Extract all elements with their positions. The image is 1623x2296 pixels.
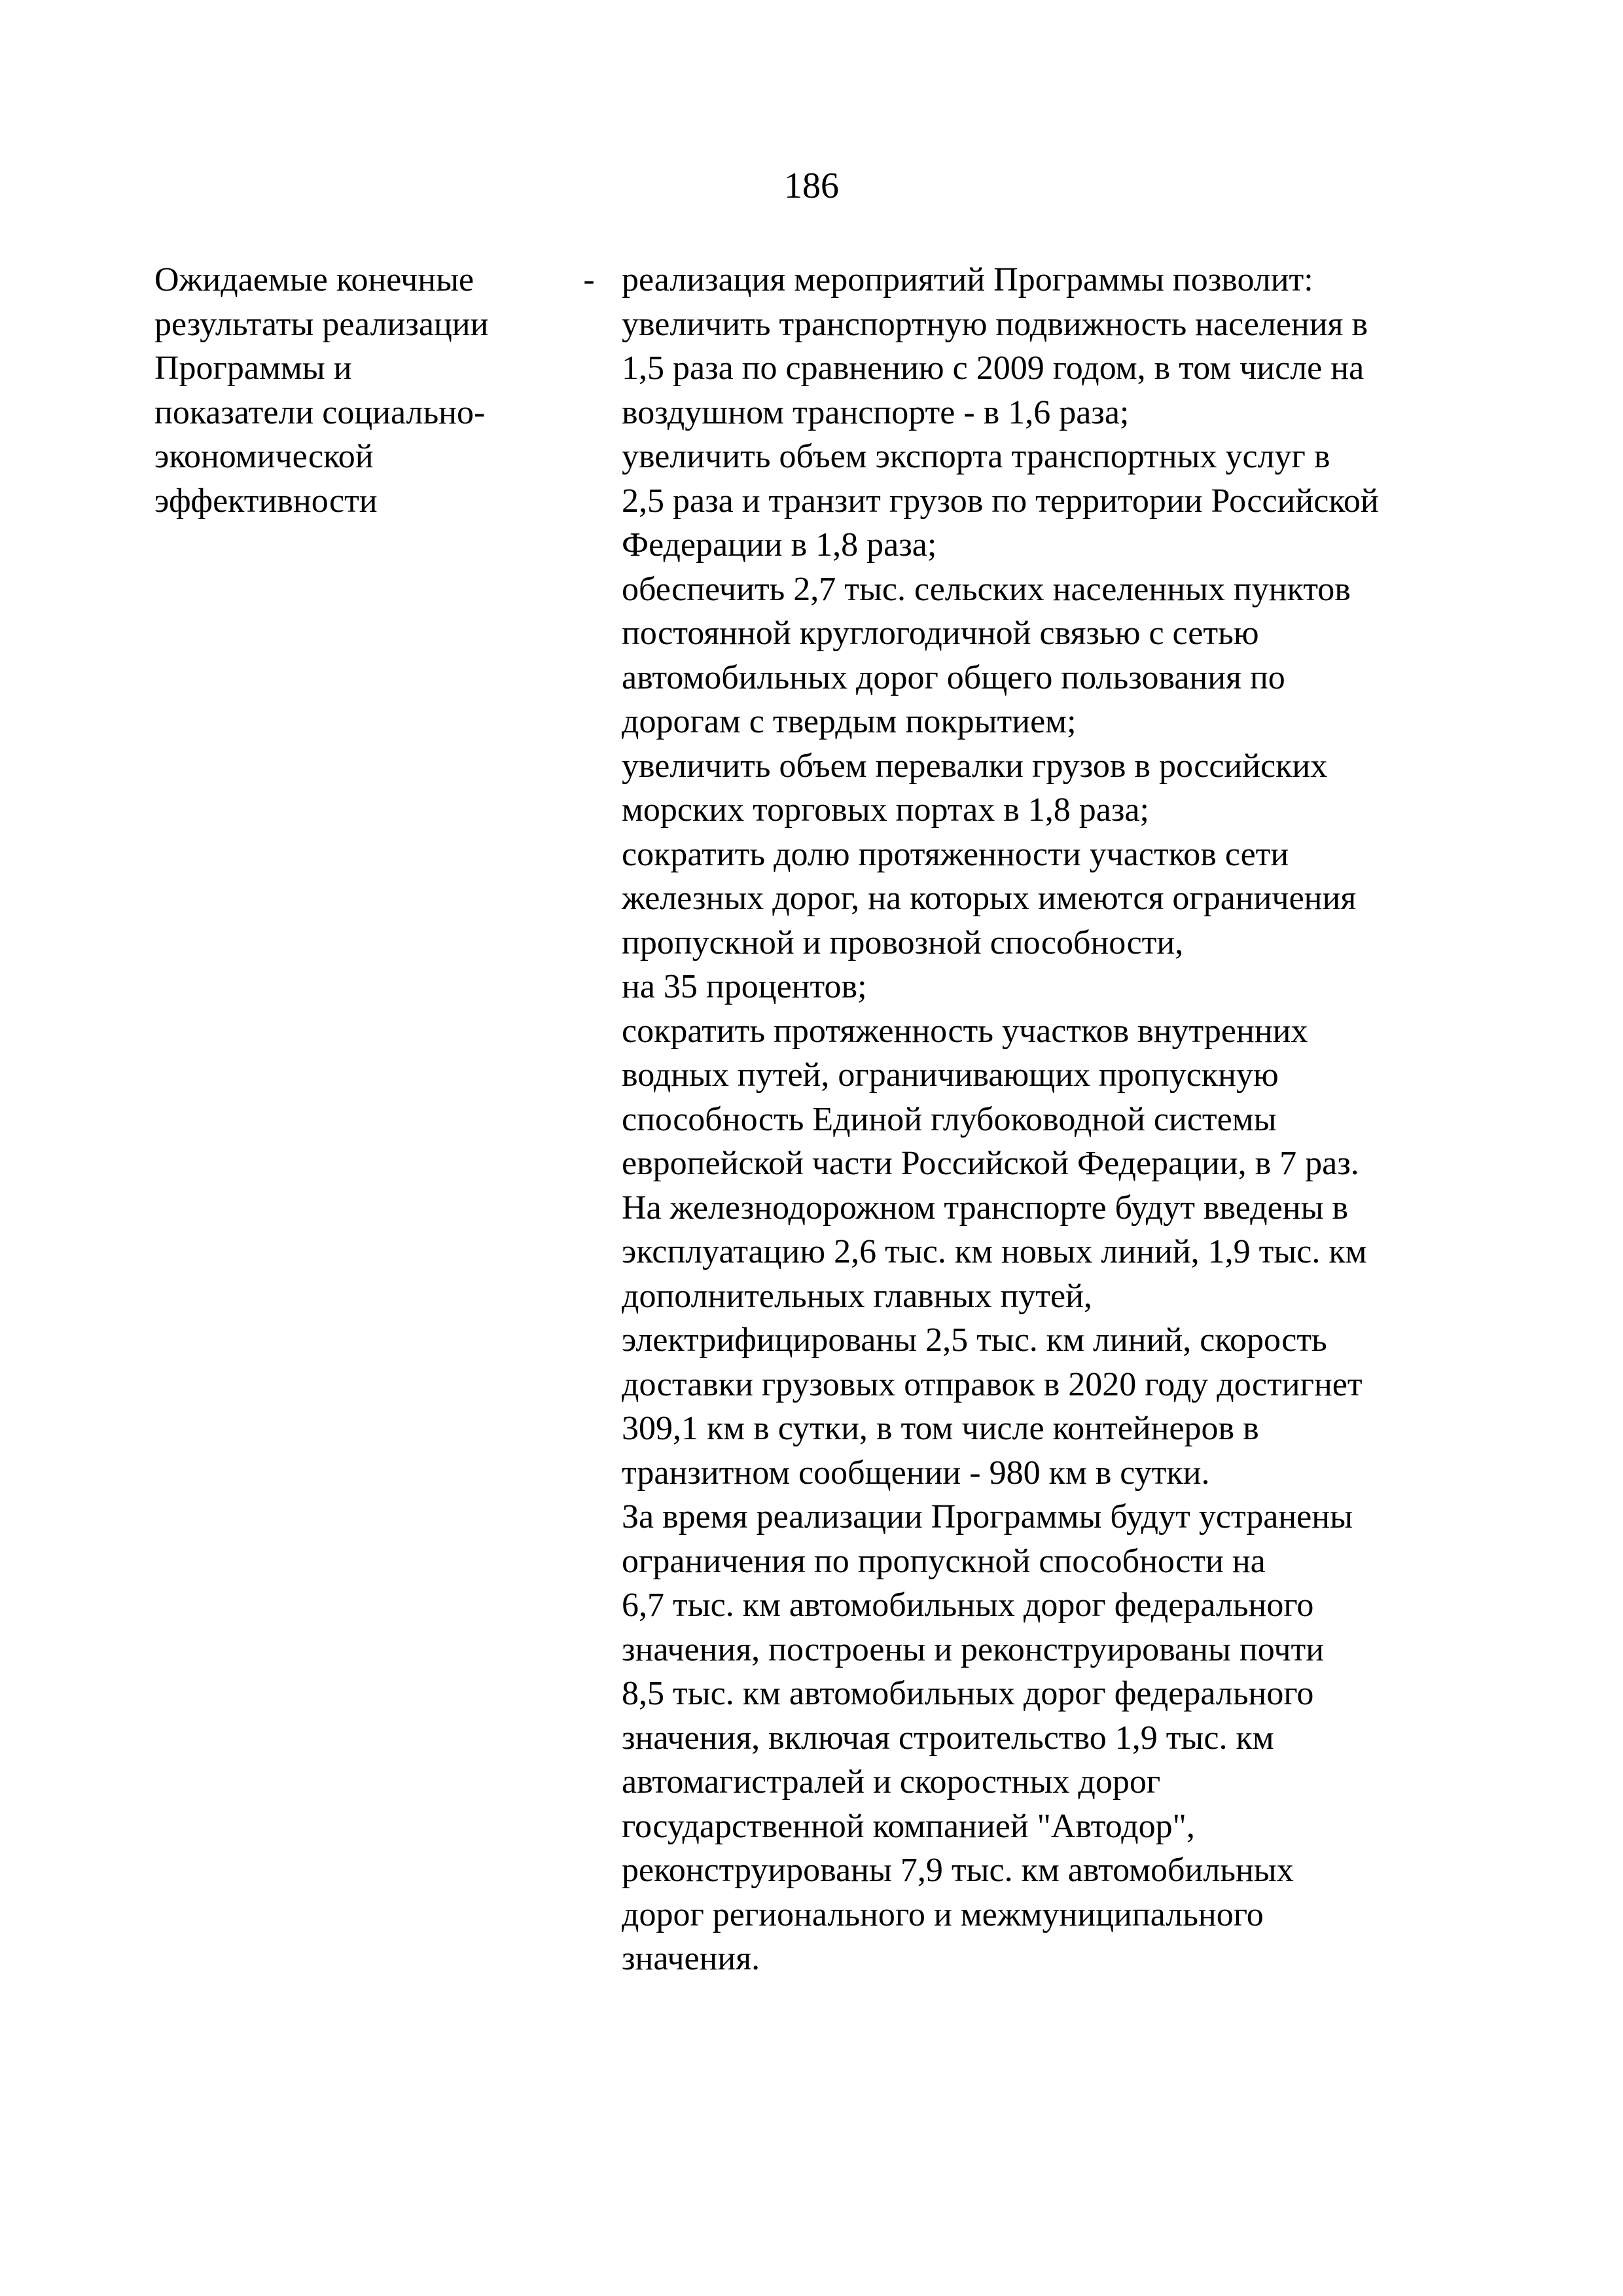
label-line: экономической <box>154 438 374 475</box>
content-line: За время реализации Программы будут устранены <box>622 1498 1353 1535</box>
separator-dash: - <box>583 261 595 298</box>
label-line: Ожидаемые конечные <box>154 261 474 298</box>
content-line: 1,5 раза по сравнению с 2009 годом, в том числе на <box>622 350 1364 387</box>
content-line: эксплуатацию 2,6 тыс. км новых линий, 1,9 тыс. км <box>622 1233 1367 1270</box>
content-line: значения, включая строительство 1,9 тыс. км <box>622 1719 1274 1757</box>
content-line: автомобильных дорог общего пользования по <box>622 658 1285 696</box>
content-line: увеличить транспортную подвижность населения в <box>622 305 1368 343</box>
row-label <box>154 258 573 523</box>
page-number: 186 <box>784 166 839 206</box>
content-line: автомагистралей и скоростных дорог <box>622 1763 1161 1801</box>
content-line: электрифицированы 2,5 тыс. км линий, скорость <box>622 1321 1327 1359</box>
content-line: доставки грузовых отправок в 2020 году достигнет <box>622 1365 1363 1403</box>
label-line: показатели социально- <box>154 393 486 431</box>
content-line: государственной компанией "Автодор", <box>622 1807 1195 1845</box>
content-line: пропускной и провозной способности, <box>622 924 1184 961</box>
content-line: 309,1 км в сутки, в том числе контейнеров в <box>622 1410 1259 1447</box>
content-line: транзитном сообщении - 980 км в сутки. <box>622 1454 1210 1492</box>
content-line: сократить долю протяженности участков сети <box>622 835 1289 873</box>
content-line: способность Единой глубоководной системы <box>622 1100 1277 1138</box>
label-line: результаты реализации <box>154 305 489 343</box>
content-line: водных путей, ограничивающих пропускную <box>622 1056 1279 1094</box>
content-line: железных дорог, на которых имеются ограничения <box>622 880 1357 917</box>
content-line: морских торговых портах в 1,8 раза; <box>622 791 1149 829</box>
content-line: сократить протяженность участков внутренних <box>622 1012 1308 1050</box>
content-line: ограничения по пропускной способности на <box>622 1542 1266 1580</box>
content-line: увеличить объем экспорта транспортных услуг в <box>622 438 1330 475</box>
content-line: Федерации в 1,8 раза; <box>622 526 937 564</box>
content-line: обеспечить 2,7 тыс. сельских населенных пунктов <box>622 570 1351 608</box>
content-line: 2,5 раза и транзит грузов по территории Российской <box>622 482 1379 520</box>
content-line: дорог регионального и межмуниципального <box>622 1895 1264 1933</box>
label-line: Программы и <box>154 350 352 387</box>
content-line: 6,7 тыс. км автомобильных дорог федерального <box>622 1587 1314 1624</box>
label-line: эффективности <box>154 482 378 520</box>
content-line: воздушном транспорте - в 1,6 раза; <box>622 393 1130 431</box>
content-line: На железнодорожном транспорте будут введены в <box>622 1189 1349 1227</box>
content-line: значения. <box>622 1940 760 1977</box>
content-line: 8,5 тыс. км автомобильных дорог федерального <box>622 1675 1314 1712</box>
row-content <box>622 258 1525 1981</box>
content-line: дополнительных главных путей, <box>622 1277 1092 1315</box>
content-line: европейской части Российской Федерации, в 7 раз. <box>622 1145 1359 1182</box>
content-line: на 35 процентов; <box>622 968 867 1005</box>
content-line: значения, построены и реконструированы почти <box>622 1630 1325 1668</box>
content-line: реализация мероприятий Программы позволит: <box>622 261 1313 298</box>
content-line: увеличить объем перевалки грузов в российских <box>622 747 1328 785</box>
content-line: постоянной круглогодичной связью с сетью <box>622 615 1259 652</box>
content-line: реконструированы 7,9 тыс. км автомобильных <box>622 1852 1294 1889</box>
content-line: дорогам с твердым покрытием; <box>622 703 1077 740</box>
